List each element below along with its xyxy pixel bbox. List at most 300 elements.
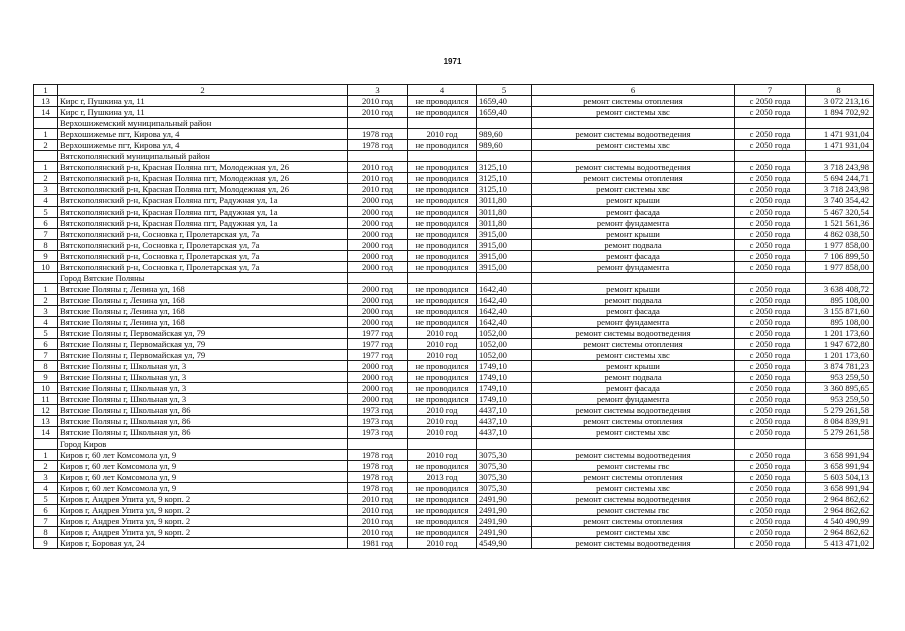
cost-cell: 3 874 781,23 [806, 361, 874, 372]
cost-cell: 3 360 895,65 [806, 383, 874, 394]
address-cell: Вятские Поляны г, Школьная ул, 3 [58, 394, 348, 405]
area-cell: 3125,10 [477, 173, 532, 184]
table-row [34, 361, 874, 372]
row-number: 2 [34, 294, 58, 305]
cost-cell: 1 977 858,00 [806, 239, 874, 250]
row-number: 7 [34, 350, 58, 361]
period-cell: с 2050 года [735, 217, 806, 228]
cost-cell: 2 964 862,62 [806, 504, 874, 515]
area-cell: 4549,90 [477, 537, 532, 548]
work-type-cell: ремонт системы хвс [532, 184, 735, 195]
table-row [34, 239, 874, 250]
table-row [34, 294, 874, 305]
address-cell: Вятские Поляны г, Школьная ул, 86 [58, 427, 348, 438]
empty-cell [806, 438, 874, 449]
address-cell: Вятскополянский р-н, Сосновка г, Пролетарская ул, 7а [58, 228, 348, 239]
work-type-cell: ремонт системы гвс [532, 460, 735, 471]
empty-cell [408, 118, 477, 129]
table-row [34, 195, 874, 206]
table-row [34, 316, 874, 327]
row-number: 2 [34, 140, 58, 151]
area-cell: 3011,80 [477, 206, 532, 217]
empty-cell [532, 151, 735, 162]
cost-cell: 1 471 931,04 [806, 140, 874, 151]
work-type-cell: ремонт системы отопления [532, 471, 735, 482]
table-row [34, 460, 874, 471]
empty-cell [477, 151, 532, 162]
last-repair-cell: не проводился [408, 140, 477, 151]
period-cell: с 2050 года [735, 449, 806, 460]
area-cell: 3011,80 [477, 217, 532, 228]
period-cell: с 2050 года [735, 471, 806, 482]
build-year-cell: 1978 год [348, 482, 408, 493]
address-cell: Вятские Поляны г, Первомайская ул, 79 [58, 339, 348, 350]
table-row [34, 471, 874, 482]
area-cell: 1642,40 [477, 316, 532, 327]
build-year-cell: 1978 год [348, 140, 408, 151]
period-cell: с 2050 года [735, 261, 806, 272]
cost-cell: 4 540 490,99 [806, 515, 874, 526]
table-row [34, 228, 874, 239]
area-cell: 4437,10 [477, 427, 532, 438]
row-number: 5 [34, 206, 58, 217]
area-cell: 1749,10 [477, 383, 532, 394]
last-repair-cell: 2013 год [408, 471, 477, 482]
table-row [34, 405, 874, 416]
period-cell: с 2050 года [735, 162, 806, 173]
header-cell-4: 4 [408, 85, 477, 96]
cost-cell: 895 108,00 [806, 294, 874, 305]
last-repair-cell: не проводился [408, 96, 477, 107]
address-cell: Вятскополянский р-н, Красная Поляна пгт, Радужная ул, 1а [58, 195, 348, 206]
table-body [34, 85, 874, 549]
last-repair-cell: не проводился [408, 482, 477, 493]
period-cell: с 2050 года [735, 140, 806, 151]
period-cell: с 2050 года [735, 460, 806, 471]
work-type-cell: ремонт системы водоотведения [532, 493, 735, 504]
cost-cell: 5 603 504,13 [806, 471, 874, 482]
period-cell: с 2050 года [735, 504, 806, 515]
period-cell: с 2050 года [735, 537, 806, 548]
build-year-cell: 1978 год [348, 471, 408, 482]
area-cell: 1659,40 [477, 96, 532, 107]
area-cell: 2491,90 [477, 515, 532, 526]
build-year-cell: 2010 год [348, 504, 408, 515]
area-cell: 1642,40 [477, 283, 532, 294]
last-repair-cell: не проводился [408, 493, 477, 504]
last-repair-cell: не проводился [408, 394, 477, 405]
cost-cell: 5 279 261,58 [806, 427, 874, 438]
cost-cell: 3 718 243,98 [806, 184, 874, 195]
period-cell: с 2050 года [735, 305, 806, 316]
address-cell: Вятскополянский р-н, Сосновка г, Пролетарская ул, 7а [58, 250, 348, 261]
empty-cell [34, 272, 58, 283]
address-cell: Кирс г, Пушкина ул, 11 [58, 107, 348, 118]
row-number: 14 [34, 107, 58, 118]
last-repair-cell: не проводился [408, 294, 477, 305]
address-cell: Вятские Поляны г, Школьная ул, 86 [58, 405, 348, 416]
last-repair-cell: 2010 год [408, 449, 477, 460]
period-cell: с 2050 года [735, 416, 806, 427]
table-row [34, 250, 874, 261]
table-row [34, 383, 874, 394]
last-repair-cell: не проводился [408, 460, 477, 471]
area-cell: 1052,00 [477, 350, 532, 361]
last-repair-cell: 2010 год [408, 328, 477, 339]
build-year-cell: 2000 год [348, 250, 408, 261]
period-cell: с 2050 года [735, 361, 806, 372]
period-cell: с 2050 года [735, 350, 806, 361]
build-year-cell: 1977 год [348, 339, 408, 350]
build-year-cell: 2000 год [348, 361, 408, 372]
last-repair-cell: не проводился [408, 283, 477, 294]
empty-cell [408, 272, 477, 283]
area-cell: 3125,10 [477, 184, 532, 195]
work-type-cell: ремонт крыши [532, 228, 735, 239]
work-type-cell: ремонт фундамента [532, 394, 735, 405]
row-number: 8 [34, 361, 58, 372]
row-number: 6 [34, 504, 58, 515]
build-year-cell: 1977 год [348, 350, 408, 361]
cost-cell: 3 638 408,72 [806, 283, 874, 294]
address-cell: Киров г, Андрея Упита ул, 9 корп. 2 [58, 504, 348, 515]
work-type-cell: ремонт крыши [532, 283, 735, 294]
last-repair-cell: не проводился [408, 526, 477, 537]
work-type-cell: ремонт системы хвс [532, 140, 735, 151]
work-type-cell: ремонт системы водоотведения [532, 129, 735, 140]
table-row [34, 217, 874, 228]
period-cell: с 2050 года [735, 283, 806, 294]
table-row [34, 515, 874, 526]
section-row [34, 151, 874, 162]
empty-cell [34, 118, 58, 129]
period-cell: с 2050 года [735, 339, 806, 350]
table-row [34, 416, 874, 427]
work-type-cell: ремонт крыши [532, 195, 735, 206]
work-type-cell: ремонт системы гвс [532, 504, 735, 515]
period-cell: с 2050 года [735, 195, 806, 206]
area-cell: 3125,10 [477, 162, 532, 173]
build-year-cell: 2000 год [348, 316, 408, 327]
work-type-cell: ремонт системы водоотведения [532, 405, 735, 416]
area-cell: 1749,10 [477, 361, 532, 372]
header-cell-7: 7 [735, 85, 806, 96]
header-cell-6: 6 [532, 85, 735, 96]
row-number: 1 [34, 129, 58, 140]
table-row [34, 96, 874, 107]
last-repair-cell: 2010 год [408, 350, 477, 361]
area-cell: 2491,90 [477, 504, 532, 515]
section-row [34, 118, 874, 129]
row-number: 3 [34, 184, 58, 195]
empty-cell [348, 118, 408, 129]
period-cell: с 2050 года [735, 206, 806, 217]
cost-cell: 3 658 991,94 [806, 482, 874, 493]
work-type-cell: ремонт подвала [532, 294, 735, 305]
empty-cell [348, 151, 408, 162]
area-cell: 3075,30 [477, 449, 532, 460]
last-repair-cell: не проводился [408, 217, 477, 228]
area-cell: 3075,30 [477, 482, 532, 493]
empty-cell [532, 438, 735, 449]
row-number: 4 [34, 316, 58, 327]
work-type-cell: ремонт системы водоотведения [532, 449, 735, 460]
address-cell: Вятскополянский р-н, Сосновка г, Пролетарская ул, 7а [58, 239, 348, 250]
area-cell: 4437,10 [477, 405, 532, 416]
address-cell: Вятскополянский р-н, Красная Поляна пгт, Молодежная ул, 26 [58, 173, 348, 184]
work-type-cell: ремонт системы хвс [532, 107, 735, 118]
table-row [34, 482, 874, 493]
work-type-cell: ремонт крыши [532, 361, 735, 372]
address-cell: Вятские Поляны г, Ленина ул, 168 [58, 305, 348, 316]
last-repair-cell: не проводился [408, 261, 477, 272]
empty-cell [348, 272, 408, 283]
row-number: 3 [34, 305, 58, 316]
row-number: 1 [34, 283, 58, 294]
work-type-cell: ремонт подвала [532, 239, 735, 250]
work-type-cell: ремонт системы отопления [532, 339, 735, 350]
period-cell: с 2050 года [735, 526, 806, 537]
period-cell: с 2050 года [735, 294, 806, 305]
empty-cell [477, 438, 532, 449]
area-cell: 1642,40 [477, 294, 532, 305]
work-type-cell: ремонт фасада [532, 206, 735, 217]
area-cell: 3915,00 [477, 261, 532, 272]
address-cell: Вятскополянский р-н, Красная Поляна пгт, Молодежная ул, 26 [58, 184, 348, 195]
table-row [34, 526, 874, 537]
area-cell: 989,60 [477, 129, 532, 140]
table-row [34, 283, 874, 294]
period-cell: с 2050 года [735, 405, 806, 416]
build-year-cell: 1977 год [348, 328, 408, 339]
empty-cell [806, 272, 874, 283]
cost-cell: 4 862 038,50 [806, 228, 874, 239]
header-cell-2: 2 [58, 85, 348, 96]
cost-cell: 1 977 858,00 [806, 261, 874, 272]
build-year-cell: 1978 год [348, 449, 408, 460]
work-type-cell: ремонт системы хвс [532, 526, 735, 537]
row-number: 9 [34, 372, 58, 383]
section-title: Вятскополянский муниципальный район [58, 151, 348, 162]
table-row [34, 537, 874, 548]
row-number: 3 [34, 471, 58, 482]
last-repair-cell: 2010 год [408, 427, 477, 438]
period-cell: с 2050 года [735, 250, 806, 261]
empty-cell [532, 272, 735, 283]
address-cell: Кирс г, Пушкина ул, 11 [58, 96, 348, 107]
last-repair-cell: не проводился [408, 383, 477, 394]
last-repair-cell: не проводился [408, 515, 477, 526]
last-repair-cell: не проводился [408, 107, 477, 118]
section-row [34, 438, 874, 449]
row-number: 2 [34, 460, 58, 471]
cost-cell: 1 201 173,60 [806, 350, 874, 361]
table-row [34, 449, 874, 460]
table-row [34, 140, 874, 151]
area-cell: 2491,90 [477, 493, 532, 504]
work-type-cell: ремонт системы водоотведения [532, 537, 735, 548]
last-repair-cell: не проводился [408, 162, 477, 173]
row-number: 7 [34, 228, 58, 239]
header-cell-8: 8 [806, 85, 874, 96]
area-cell: 1659,40 [477, 107, 532, 118]
period-cell: с 2050 года [735, 184, 806, 195]
work-type-cell: ремонт системы хвс [532, 482, 735, 493]
address-cell: Вятскополянский р-н, Красная Поляна пгт, Радужная ул, 1а [58, 217, 348, 228]
period-cell: с 2050 года [735, 328, 806, 339]
area-cell: 1749,10 [477, 372, 532, 383]
build-year-cell: 2010 год [348, 107, 408, 118]
cost-cell: 8 084 839,91 [806, 416, 874, 427]
empty-cell [477, 272, 532, 283]
address-cell: Киров г, 60 лет Комсомола ул, 9 [58, 460, 348, 471]
row-number: 4 [34, 195, 58, 206]
header-cell-1: 1 [34, 85, 58, 96]
row-number: 4 [34, 482, 58, 493]
section-row [34, 272, 874, 283]
cost-cell: 1 201 173,60 [806, 328, 874, 339]
cost-cell: 895 108,00 [806, 316, 874, 327]
area-cell: 1052,00 [477, 339, 532, 350]
build-year-cell: 2000 год [348, 372, 408, 383]
row-number: 5 [34, 493, 58, 504]
period-cell: с 2050 года [735, 316, 806, 327]
table-row [34, 184, 874, 195]
empty-cell [408, 151, 477, 162]
area-cell: 3915,00 [477, 228, 532, 239]
empty-cell [408, 438, 477, 449]
period-cell: с 2050 года [735, 383, 806, 394]
build-year-cell: 1973 год [348, 427, 408, 438]
build-year-cell: 2010 год [348, 493, 408, 504]
empty-cell [735, 438, 806, 449]
row-number: 12 [34, 405, 58, 416]
build-year-cell: 2000 год [348, 383, 408, 394]
cost-cell: 2 964 862,62 [806, 526, 874, 537]
last-repair-cell: не проводился [408, 206, 477, 217]
work-type-cell: ремонт системы хвс [532, 350, 735, 361]
work-type-cell: ремонт фасада [532, 305, 735, 316]
last-repair-cell: не проводился [408, 372, 477, 383]
table-header-row [34, 85, 874, 96]
row-number: 13 [34, 416, 58, 427]
cost-cell: 3 658 991,94 [806, 460, 874, 471]
address-cell: Киров г, Боровая ул, 24 [58, 537, 348, 548]
cost-cell: 1 894 702,92 [806, 107, 874, 118]
cost-cell: 3 155 871,60 [806, 305, 874, 316]
row-number: 5 [34, 328, 58, 339]
last-repair-cell: 2010 год [408, 405, 477, 416]
address-cell: Киров г, 60 лет Комсомола ул, 9 [58, 482, 348, 493]
empty-cell [735, 118, 806, 129]
build-year-cell: 2000 год [348, 261, 408, 272]
address-cell: Верхошижемье пгт, Кирова ул, 4 [58, 140, 348, 151]
empty-cell [34, 151, 58, 162]
cost-cell: 3 658 991,94 [806, 449, 874, 460]
last-repair-cell: не проводился [408, 228, 477, 239]
cost-cell: 1 947 672,80 [806, 339, 874, 350]
cost-cell: 5 413 471,02 [806, 537, 874, 548]
row-number: 10 [34, 261, 58, 272]
area-cell: 3915,00 [477, 239, 532, 250]
build-year-cell: 1978 год [348, 460, 408, 471]
empty-cell [348, 438, 408, 449]
build-year-cell: 2000 год [348, 206, 408, 217]
address-cell: Киров г, Андрея Упита ул, 9 корп. 2 [58, 493, 348, 504]
build-year-cell: 2010 год [348, 184, 408, 195]
period-cell: с 2050 года [735, 107, 806, 118]
row-number: 9 [34, 250, 58, 261]
page-number: 1971 [443, 57, 462, 66]
section-title: Город Киров [58, 438, 348, 449]
period-cell: с 2050 года [735, 372, 806, 383]
last-repair-cell: не проводился [408, 195, 477, 206]
cost-cell: 5 279 261,58 [806, 405, 874, 416]
build-year-cell: 2000 год [348, 305, 408, 316]
cost-cell: 5 694 244,71 [806, 173, 874, 184]
area-cell: 3011,80 [477, 195, 532, 206]
row-number: 10 [34, 383, 58, 394]
empty-cell [735, 272, 806, 283]
row-number: 9 [34, 537, 58, 548]
last-repair-cell: 2010 год [408, 537, 477, 548]
build-year-cell: 2010 год [348, 162, 408, 173]
address-cell: Верхошижемье пгт, Кирова ул, 4 [58, 129, 348, 140]
row-number: 6 [34, 217, 58, 228]
section-title: Город Вятские Поляны [58, 272, 348, 283]
area-cell: 3075,30 [477, 471, 532, 482]
cost-cell: 7 106 899,50 [806, 250, 874, 261]
address-cell: Вятские Поляны г, Первомайская ул, 79 [58, 328, 348, 339]
address-cell: Вятские Поляны г, Школьная ул, 3 [58, 383, 348, 394]
last-repair-cell: не проводился [408, 239, 477, 250]
last-repair-cell: не проводился [408, 361, 477, 372]
cost-cell: 1 521 561,36 [806, 217, 874, 228]
work-type-cell: ремонт фундамента [532, 261, 735, 272]
period-cell: с 2050 года [735, 482, 806, 493]
build-year-cell: 2010 год [348, 526, 408, 537]
table-row [34, 372, 874, 383]
period-cell: с 2050 года [735, 129, 806, 140]
address-cell: Вятские Поляны г, Ленина ул, 168 [58, 316, 348, 327]
build-year-cell: 2000 год [348, 283, 408, 294]
period-cell: с 2050 года [735, 173, 806, 184]
build-year-cell: 2010 год [348, 96, 408, 107]
table-row [34, 339, 874, 350]
area-cell: 1052,00 [477, 328, 532, 339]
empty-cell [34, 438, 58, 449]
table-row [34, 129, 874, 140]
table-row [34, 350, 874, 361]
area-cell: 1749,10 [477, 394, 532, 405]
address-cell: Вятские Поляны г, Первомайская ул, 79 [58, 350, 348, 361]
period-cell: с 2050 года [735, 394, 806, 405]
work-type-cell: ремонт системы отопления [532, 96, 735, 107]
table-row [34, 162, 874, 173]
row-number: 8 [34, 239, 58, 250]
table-row [34, 504, 874, 515]
row-number: 13 [34, 96, 58, 107]
period-cell: с 2050 года [735, 515, 806, 526]
row-number: 1 [34, 449, 58, 460]
row-number: 14 [34, 427, 58, 438]
address-cell: Киров г, Андрея Упита ул, 9 корп. 2 [58, 515, 348, 526]
area-cell: 989,60 [477, 140, 532, 151]
header-cell-3: 3 [348, 85, 408, 96]
table-row [34, 305, 874, 316]
cost-cell: 953 259,50 [806, 394, 874, 405]
work-type-cell: ремонт фасада [532, 383, 735, 394]
